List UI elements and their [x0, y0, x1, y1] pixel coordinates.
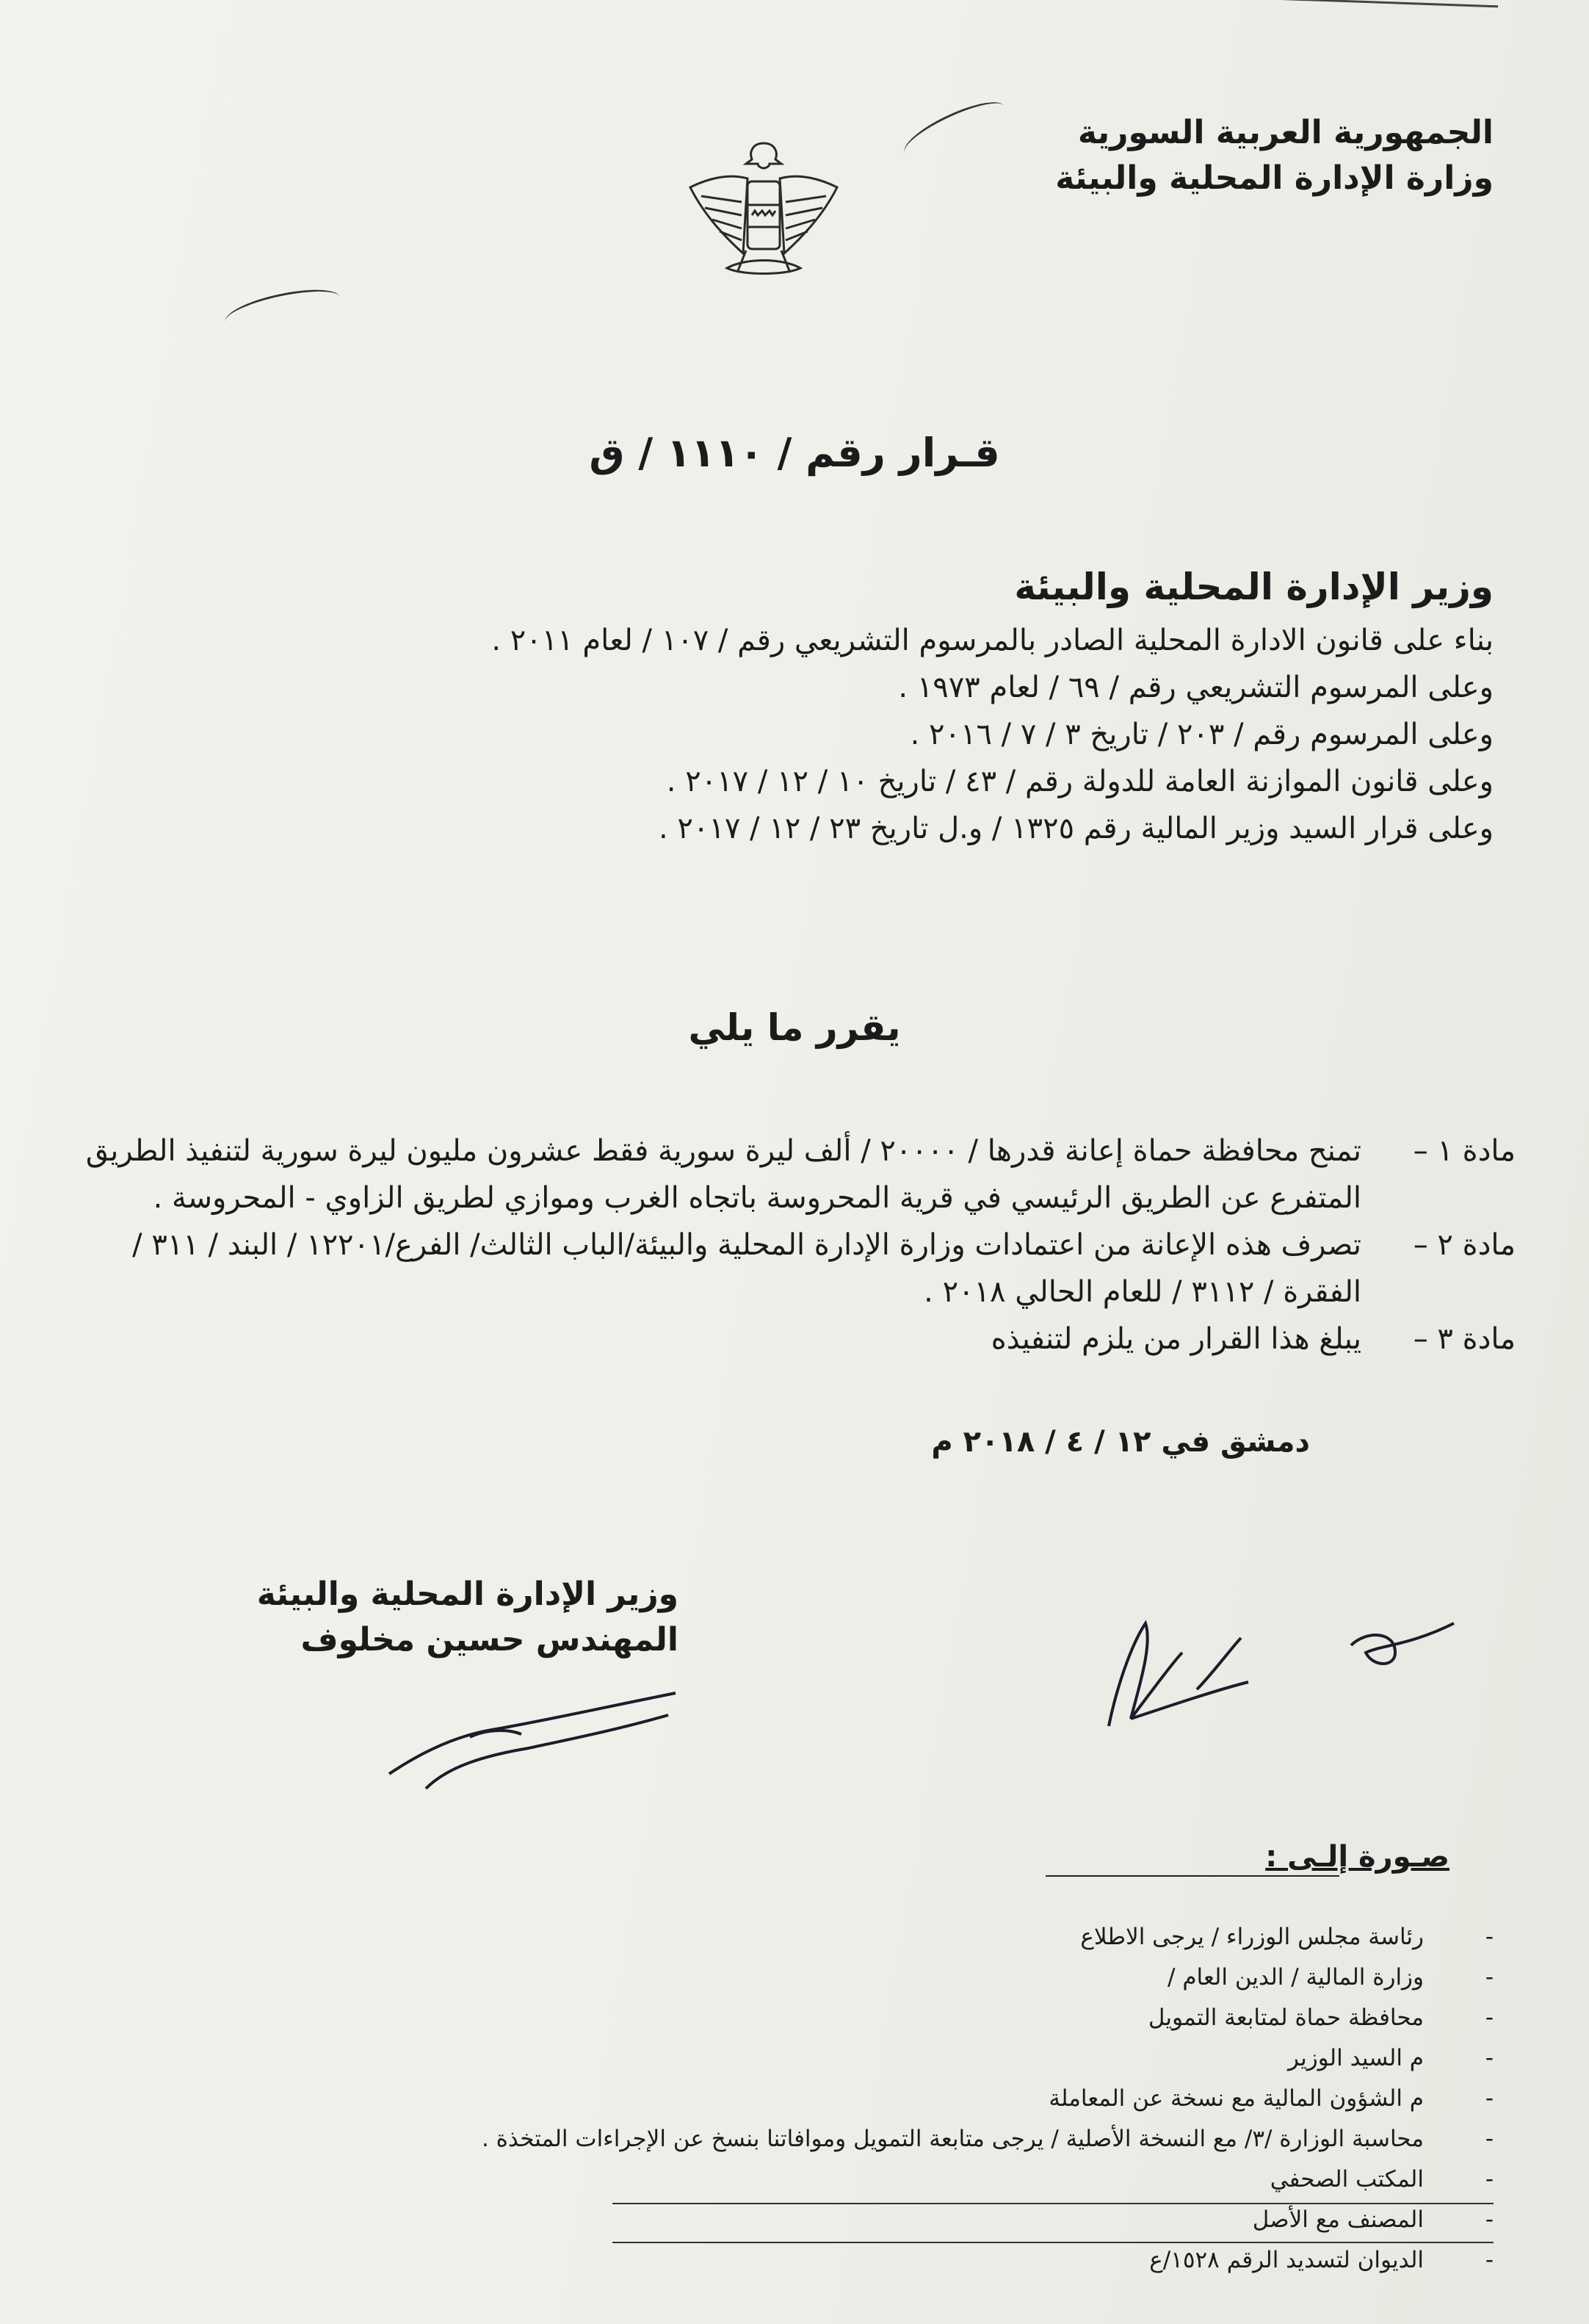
bullet-dash: -	[1485, 2247, 1494, 2273]
article	[76, 1127, 1516, 1221]
list-item	[201, 1998, 1494, 2038]
copy-recipient: المصنف مع الأصل	[1252, 2206, 1424, 2233]
article-text: يبلغ هذا القرار من يلزم لتنفيذه	[991, 1322, 1361, 1356]
copy-recipient: وزارة المالية / الدين العام /	[1168, 1964, 1424, 1991]
copy-recipient: م السيد الوزير	[1287, 2045, 1424, 2071]
bullet-dash: -	[1485, 2045, 1494, 2071]
preamble-line: وعلى قانون الموازنة العامة للدولة رقم / ٤٣ / تاريخ ١٠ / ١٢ / ٢٠١٧ .	[666, 765, 1494, 798]
list-item	[201, 2159, 1494, 2200]
preamble-line: وعلى قرار السيد وزير المالية رقم ١٣٢٥ / و.ل تاريخ ٢٣ / ١٢ / ٢٠١٧ .	[658, 812, 1494, 845]
signatory-block	[223, 1572, 678, 1663]
preamble-line: وعلى المرسوم رقم / ٢٠٣ / تاريخ ٣ / ٧ / ٢٠١٦ .	[910, 718, 1494, 751]
copies-to-heading: صـورة إلـى :	[1265, 1840, 1449, 1874]
preamble-line: وعلى المرسوم التشريعي رقم / ٦٩ / لعام ١٩٧٣ .	[898, 671, 1494, 704]
minister-title: وزير الإدارة المحلية والبيئة	[1014, 566, 1494, 608]
republic-name: الجمهورية العربية السورية	[1077, 114, 1494, 151]
list-item	[201, 2240, 1494, 2281]
bullet-dash: -	[1485, 1924, 1494, 1950]
article-text: تمنح محافظة حماة إعانة قدرها / ٢٠٠٠٠ / ألف ليرة سورية فقط عشرون مليون ليرة سورية لتنفيذ الطريق المتفرع عن الطريق الرئيسي في قرية المحروسة باتجاه الغرب وموازي لطريق الزاوي - المحروسة .	[85, 1134, 1361, 1215]
article	[76, 1316, 1516, 1363]
copy-recipient: م الشؤون المالية مع نسخة عن المعاملة	[1049, 2085, 1424, 2112]
bullet-dash: -	[1485, 2004, 1494, 2031]
article-label: مادة ١ –	[1413, 1134, 1516, 1168]
bullet-dash: -	[1485, 2206, 1494, 2233]
handwritten-signature	[382, 1686, 690, 1796]
copy-recipient: المكتب الصحفي	[1270, 2166, 1424, 2193]
divider-line	[612, 2242, 1494, 2243]
copy-recipient: رئاسة مجلس الوزراء / يرجى الاطلاع	[1080, 1924, 1424, 1950]
bullet-dash: -	[1485, 1964, 1494, 1991]
list-item	[201, 2038, 1494, 2079]
copy-recipient: محافظة حماة لمتابعة التمويل	[1148, 2004, 1424, 2031]
divider-line	[612, 2203, 1494, 2204]
ministry-header	[980, 110, 1494, 201]
initials-signature	[1087, 1601, 1469, 1748]
copy-recipient: محاسبة الوزارة /٣/ مع النسخة الأصلية / يرجى متابعة التمويل وموافاتنا بنسخ عن الإجراءات المتخذة .	[481, 2126, 1424, 2152]
syrian-eagle-emblem-icon	[676, 129, 852, 305]
ministry-name: وزارة الإدارة المحلية والبيئة	[1055, 159, 1494, 197]
article-label: مادة ٣ –	[1413, 1322, 1516, 1356]
signatory-name: المهندس حسين مخلوف	[300, 1621, 678, 1659]
list-item	[201, 2079, 1494, 2119]
list-item	[201, 2200, 1494, 2240]
decides-heading: يقرر ما يلي	[688, 1006, 901, 1049]
bullet-dash: -	[1485, 2166, 1494, 2193]
copy-recipient: الديوان لتسديد الرقم ١٥٢٨/ع	[1149, 2247, 1424, 2273]
article-text: تصرف هذه الإعانة من اعتمادات وزارة الإدارة المحلية والبيئة/الباب الثالث/ الفرع/١٢٢٠١ / البند / ٣١١ / الفقرة / ٣١١٢ / للعام الحالي ٢٠١٨ .	[132, 1228, 1361, 1309]
copies-list	[201, 1917, 1494, 2281]
article-label: مادة ٢ –	[1413, 1228, 1516, 1262]
preamble-line: بناء على قانون الادارة المحلية الصادر بالمرسوم التشريعي رقم / ١٠٧ / لعام ٢٠١١ .	[491, 624, 1494, 657]
bullet-dash: -	[1485, 2126, 1494, 2152]
place-date-line: دمشق في ١٢ / ٤ / ٢٠١٨ م	[931, 1425, 1310, 1459]
decision-number-title: قـرار رقم / ١١١٠ / ق	[589, 430, 1000, 476]
pen-mark	[222, 282, 343, 337]
article	[76, 1221, 1516, 1316]
list-item	[201, 1917, 1494, 1957]
list-item	[201, 2119, 1494, 2159]
edge-line	[1190, 0, 1498, 15]
preamble	[282, 617, 1494, 852]
signatory-title: وزير الإدارة المحلية والبيئة	[256, 1576, 678, 1613]
bullet-dash: -	[1485, 2085, 1494, 2112]
list-item	[201, 1957, 1494, 1998]
articles	[76, 1127, 1516, 1363]
